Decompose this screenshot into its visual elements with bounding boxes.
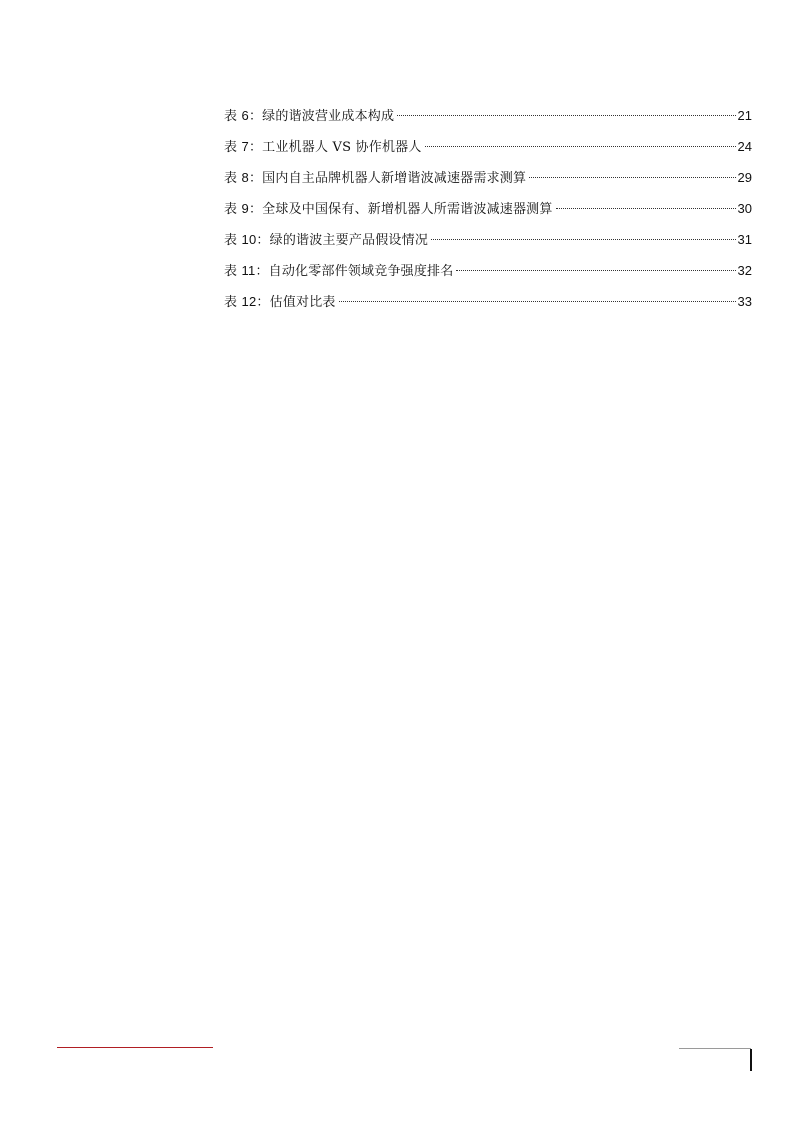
toc-entry-page-number: 30 [737, 201, 752, 216]
toc-entry-page-number: 21 [737, 108, 752, 123]
footer-accent-rule [57, 1047, 213, 1048]
toc-entry-table-9[interactable] [224, 199, 752, 230]
toc-entry-page-number: 29 [737, 170, 752, 185]
toc-entry-table-12[interactable] [224, 292, 752, 323]
toc-entry-table-6[interactable] [224, 106, 752, 137]
toc-entry-page-number: 24 [737, 139, 752, 154]
toc-entry-page-number: 33 [737, 294, 752, 309]
dot-leader [397, 115, 735, 116]
toc-entry-label: 表 7：工业机器人 VS 协作机器人 [224, 139, 422, 155]
toc-entry-table-8[interactable] [224, 168, 752, 199]
dot-leader [556, 208, 736, 209]
dot-leader [529, 177, 735, 178]
toc-entry-label: 表 9：全球及中国保有、新增机器人所需谐波减速器测算 [224, 201, 553, 217]
toc-entry-label: 表 11：自动化零部件领域竞争强度排名 [224, 263, 454, 279]
footer-page-marker [750, 1049, 752, 1071]
toc-entry-label: 表 12：估值对比表 [224, 294, 336, 310]
toc-entry-label: 表 6：绿的谐波营业成本构成 [224, 108, 395, 124]
dot-leader [431, 239, 736, 240]
toc-entry-label: 表 10：绿的谐波主要产品假设情况 [224, 232, 429, 248]
toc-entry-label: 表 8：国内自主品牌机器人新增谐波减速器需求测算 [224, 170, 527, 186]
dot-leader [425, 146, 736, 147]
toc-entry-page-number: 31 [737, 232, 752, 247]
toc-entry-table-10[interactable] [224, 230, 752, 261]
footer-right-rule [679, 1048, 751, 1049]
toc-entry-page-number: 32 [737, 263, 752, 278]
dot-leader [456, 270, 735, 271]
table-of-tables [224, 106, 752, 323]
toc-entry-table-11[interactable] [224, 261, 752, 292]
toc-entry-table-7[interactable] [224, 137, 752, 168]
dot-leader [339, 301, 736, 302]
